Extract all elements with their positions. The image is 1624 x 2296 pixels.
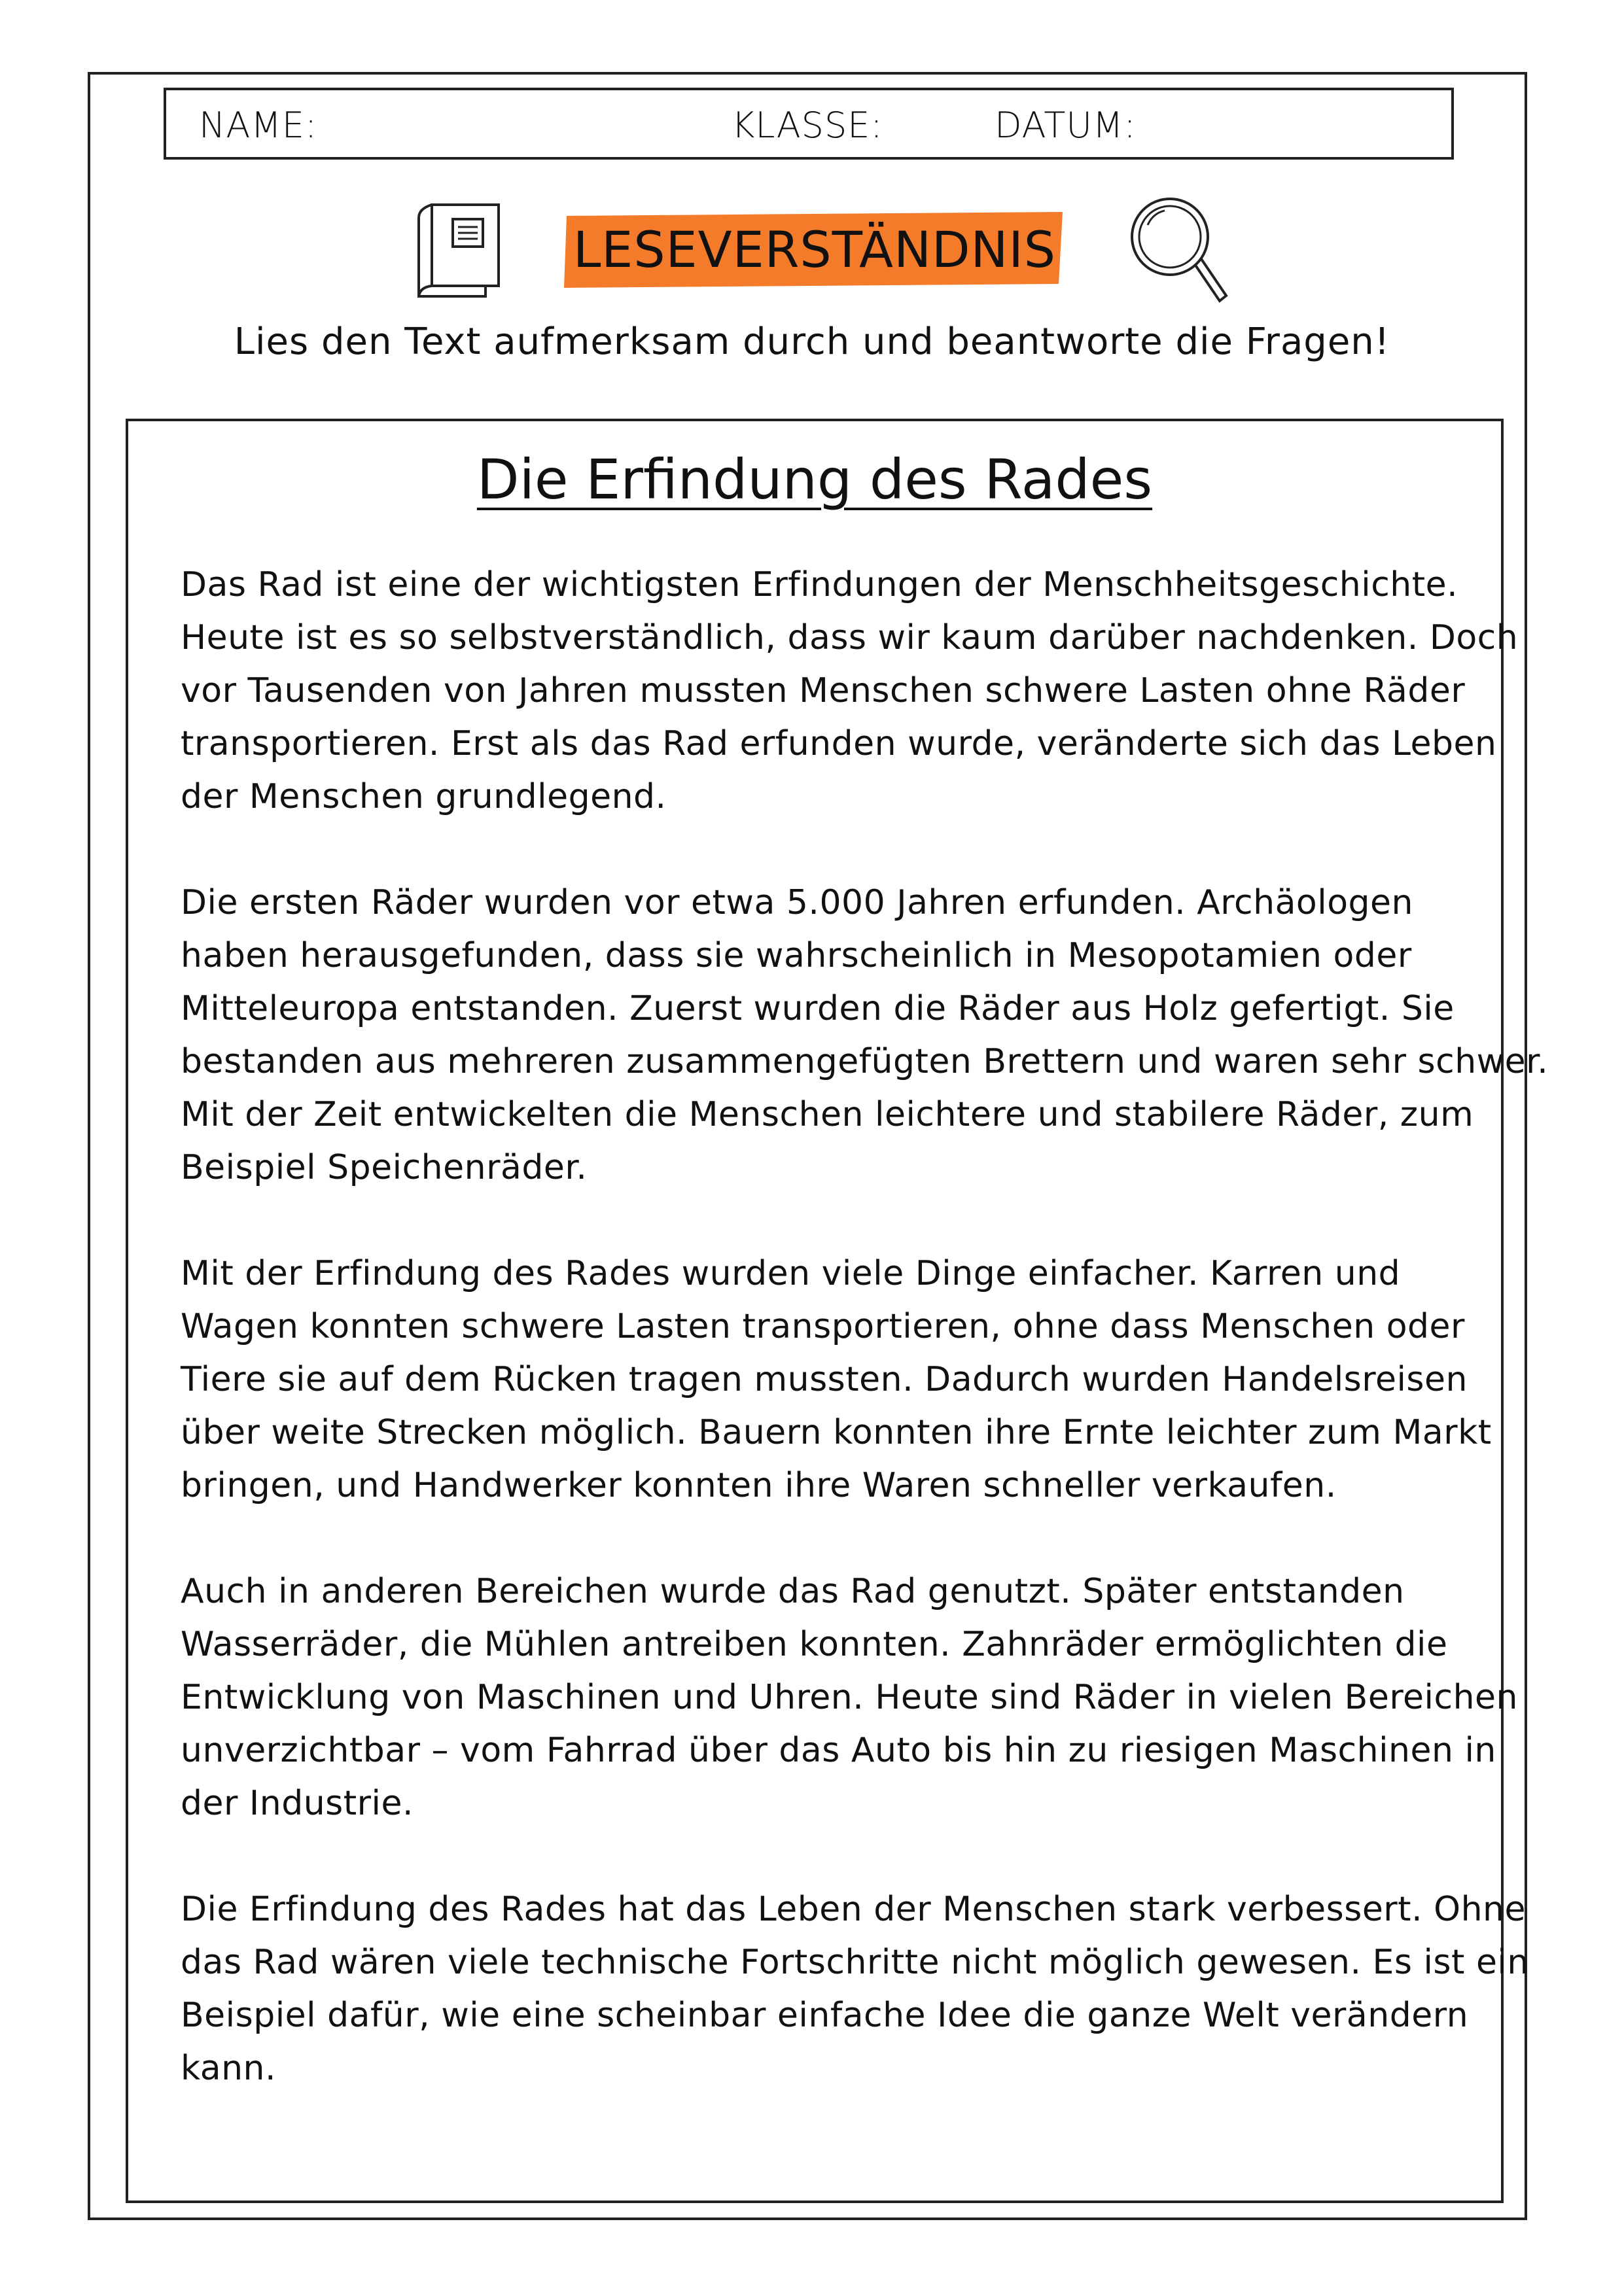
text-line: Wasserräder, die Mühlen antreiben konnten. Zahnräder ermöglichten die bbox=[181, 1625, 1448, 1664]
text-line: kann. bbox=[181, 2049, 277, 2088]
text-line: Die Erfindung des Rades hat das Leben der Menschen stark verbessert. Ohne bbox=[181, 1890, 1526, 1929]
paragraph bbox=[181, 559, 1519, 824]
text-line: Mit der Erfindung des Rades wurden viele Dinge einfacher. Karren und bbox=[181, 1254, 1401, 1293]
text-line: Tiere sie auf dem Rücken tragen mussten. Dadurch wurden Handelsreisen bbox=[181, 1360, 1468, 1399]
text-line: Das Rad ist eine der wichtigsten Erfindungen der Menschheitsgeschichte. bbox=[181, 565, 1458, 604]
instruction-text: Lies den Text aufmerksam durch und beantworte die Fragen! bbox=[234, 321, 1390, 363]
text-line: Beispiel dafür, wie eine scheinbar einfache Idee die ganze Welt verändern bbox=[181, 1996, 1469, 2035]
paragraph bbox=[181, 1565, 1518, 1830]
text-line: vor Tausenden von Jahren mussten Menschen schwere Lasten ohne Räder bbox=[181, 671, 1466, 710]
text-line: über weite Strecken möglich. Bauern konnten ihre Ernte leichter zum Markt bbox=[181, 1413, 1492, 1452]
paragraph bbox=[181, 877, 1549, 1194]
text-line: transportieren. Erst als das Rad erfunden wurde, veränderte sich das Leben bbox=[181, 724, 1497, 763]
worksheet-title: LESEVERSTÄNDNIS bbox=[573, 220, 1057, 279]
text-line: Die ersten Räder wurden vor etwa 5.000 Jahren erfunden. Archäologen bbox=[181, 883, 1413, 922]
text-line: bringen, und Handwerker konnten ihre Waren schneller verkaufen. bbox=[181, 1466, 1337, 1505]
text-line: haben herausgefunden, dass sie wahrscheinlich in Mesopotamien oder bbox=[181, 936, 1412, 975]
article-title: Die Erfindung des Rades bbox=[476, 447, 1153, 512]
book-icon bbox=[412, 200, 504, 302]
student-info-header bbox=[164, 88, 1454, 160]
text-line: Entwicklung von Maschinen und Uhren. Heute sind Räder in vielen Bereichen bbox=[181, 1678, 1518, 1717]
class-field-label[interactable]: KLASSE: bbox=[732, 105, 883, 146]
text-line: das Rad wären viele technische Fortschritte nicht möglich gewesen. Es ist ein bbox=[181, 1943, 1529, 1982]
article-body bbox=[181, 559, 1549, 2148]
reading-text-box bbox=[126, 419, 1549, 2203]
magnifier-icon bbox=[1124, 191, 1229, 309]
worksheet-title-banner bbox=[563, 211, 1067, 289]
text-line: unverzichtbar – vom Fahrrad über das Auto bis hin zu riesigen Maschinen in bbox=[181, 1731, 1496, 1770]
text-line: Beispiel Speichenräder. bbox=[181, 1148, 588, 1187]
paragraph bbox=[181, 1883, 1529, 2095]
date-field-label[interactable]: DATUM: bbox=[995, 105, 1137, 146]
text-line: Mitteleuropa entstanden. Zuerst wurden die Räder aus Holz gefertigt. Sie bbox=[181, 989, 1455, 1028]
text-line: Auch in anderen Bereichen wurde das Rad genutzt. Später entstanden bbox=[181, 1572, 1405, 1611]
text-line: Wagen konnten schwere Lasten transportieren, ohne dass Menschen oder bbox=[181, 1307, 1465, 1346]
text-line: Heute ist es so selbstverständlich, dass wir kaum darüber nachdenken. Doch bbox=[181, 618, 1519, 657]
paragraph bbox=[181, 1247, 1492, 1512]
name-field-label[interactable]: NAME: bbox=[199, 105, 318, 146]
text-line: bestanden aus mehreren zusammengefügten Brettern und waren sehr schwer. bbox=[181, 1042, 1549, 1081]
text-line: der Industrie. bbox=[181, 1784, 414, 1823]
text-line: Mit der Zeit entwickelten die Menschen leichtere und stabilere Räder, zum bbox=[181, 1095, 1474, 1134]
text-line: der Menschen grundlegend. bbox=[181, 777, 667, 816]
